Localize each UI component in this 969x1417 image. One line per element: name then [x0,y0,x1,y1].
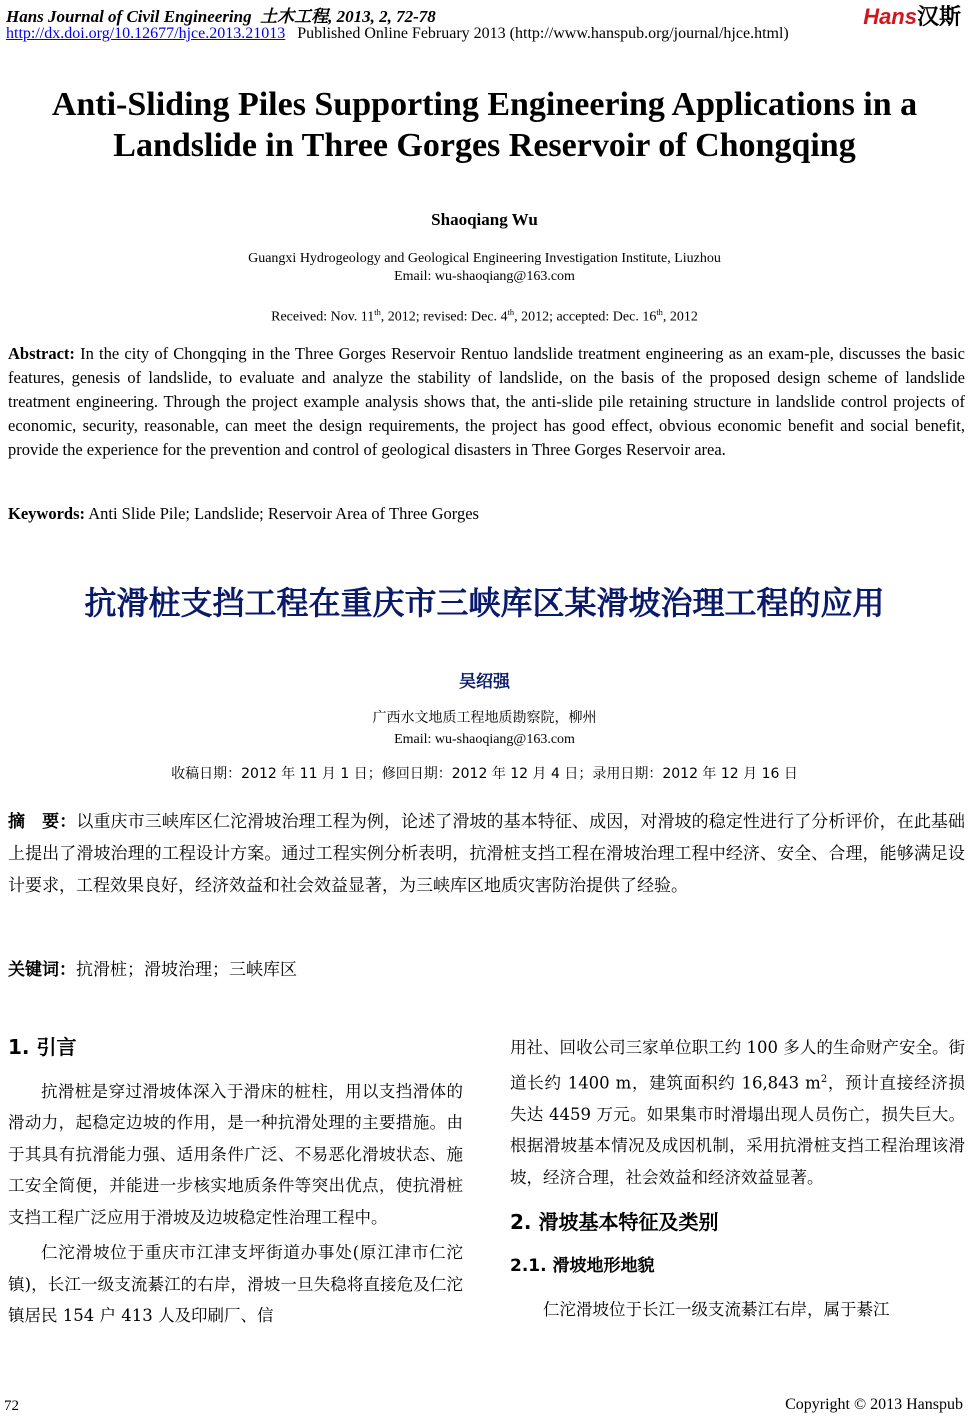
paragraph: 仁沱滑坡位于重庆市江津支坪街道办事处(原江津市仁沱镇)，长江一级支流綦江的右岸，滑坡一旦失稳将直接危及仁沱镇居民 154 户 413 人及印刷厂、信 [8,1243,463,1325]
paragraph: 仁沱滑坡位于长江一级支流綦江右岸，属于綦江 [543,1300,890,1319]
received: Received: Nov. 11 [271,309,375,325]
publication-line [6,25,789,43]
abstract-label: 摘 要： [8,812,77,832]
affiliation [0,250,969,286]
title-line: Landslide in Three Gorges Reservoir of Chongqing [113,127,856,164]
section-heading: 2. 滑坡基本特征及类别 [510,1210,719,1234]
affiliation-text: Guangxi Hydrogeology and Geological Engineering Investigation Institute, Liuzhou [248,251,721,266]
chinese-keywords [8,954,965,986]
subsection-heading: 2.1. 滑坡地形地貌 [510,1255,655,1276]
sup: th [507,308,515,317]
keywords-label: Keywords: [8,504,85,523]
affiliation-text: 广西水文地质工程地质勘察院，柳州 [372,710,597,726]
sup: 2 [820,1073,828,1085]
chinese-author: 吴绍强 [459,672,510,692]
abstract-text: 以重庆市三峡库区仁沱滑坡治理工程为例，论述了滑坡的基本特征、成因，对滑坡的稳定性进行了分析评价，在此基础上提出了滑坡治理的工程设计方案。通过工程实例分析表明，抗滑桩支挡工程在滑坡治理工程中经济、安全、合理，能够满足设计要求，工程效果良好，经济效益和社会效益显著，为三峡库区地质灾害防治提供了经验。 [8,812,966,896]
email: Email: wu-shaoqiang@163.com [394,269,575,284]
chinese-title: 抗滑桩支挡工程在重庆市三峡库区某滑坡治理工程的应用 [84,584,885,622]
paragraph: 抗滑桩是穿过滑坡体深入于滑床的桩柱，用以支挡滑体的滑动力，起稳定边坡的作用，是一种抗滑处理的主要措施。由于其具有抗滑能力强、适用条件广泛、不易恶化滑坡状态、施工安全简便，并能进一步核实地质条件等突出优点，使抗滑桩支挡工程广泛应用于滑坡及边坡稳定性治理工程中。 [8,1081,463,1227]
chinese-dates: 收稿日期：2012 年 11 月 1 日；修回日期：2012 年 12 月 4 日；录用日期：2012 年 12 月 16 日 [171,766,798,782]
copyright: Copyright © 2013 Hanspub [785,1396,963,1413]
left-column [8,1032,463,1332]
logo-zh: 汉斯 [916,4,961,29]
text: 用社、回收公司三家单位职工约 100 多人的生命财产安全。街道长约 1400 m，建筑面积约 16,843 m [510,1038,965,1092]
chinese-abstract [8,806,965,902]
hans-logo [863,0,961,31]
abstract-text: In the city of Chongqing in the Three Gorges Reservoir Rentuo landslide treatment engineering as an exam-ple, discusses the basic features, genesis of landslide, to evaluate and analyze the stability of landslide, on the basis of the proposed design scheme of landslide treatment engineering. Through the project example analysis shows that, the anti-slide pile retaining structure in landslide control projects of economic, security, reasonable, can meet the design requirements, the project has good effect, obvious economic benefit and social benefit, provide the experience for the prevention and control of geological disasters in Three Gorges Reservoir area. [8,344,965,459]
email: Email: wu-shaoqiang@163.com [394,732,575,747]
abstract-label: Abstract: [8,344,75,363]
paper-title [0,84,969,166]
sup: th [656,308,663,317]
keywords-text: Anti Slide Pile; Landslide; Reservoir Area of Three Gorges [88,504,479,523]
section-heading: 1. 引言 [8,1035,77,1059]
logo-en: Hans [863,4,917,29]
text: ，预计直接经济损失达 4459 万元。如果集市时滑塌出现人员伤亡，损失巨大。根据滑坡基本情况及成因机制，采用抗滑桩支挡工程治理该滑坡，经济合理，社会效益和经济效益显著。 [510,1073,966,1187]
keywords-label: 关键词： [8,960,76,980]
journal-name: Hans Journal of Civil Engineering [6,7,252,26]
page-number: 72 [4,1398,19,1414]
chinese-affiliation [0,707,969,751]
keywords-text: 抗滑桩；滑坡治理；三峡库区 [76,960,297,980]
revised: , 2012; revised: Dec. 4 [380,309,508,325]
journal-issue: 土木工程, 2013, 2, 72-78 [260,7,436,26]
abstract [8,342,965,462]
journal-header [6,2,436,27]
keywords [8,502,965,526]
paragraph-continued [510,1032,965,1193]
dates [0,304,969,327]
right-column [510,1032,965,1326]
year: , 2012 [662,309,698,325]
published-info: Published Online February 2013 (http://www.hanspub.org/journal/hjce.html) [297,25,789,42]
accepted: , 2012; accepted: Dec. 16 [514,309,657,325]
title-line: Anti-Sliding Piles Supporting Engineering Applications in a [51,86,918,123]
doi-link[interactable]: http://dx.doi.org/10.12677/hjce.2013.21013 [6,25,286,42]
author: Shaoqiang Wu [431,210,538,229]
sup: th [374,308,381,317]
